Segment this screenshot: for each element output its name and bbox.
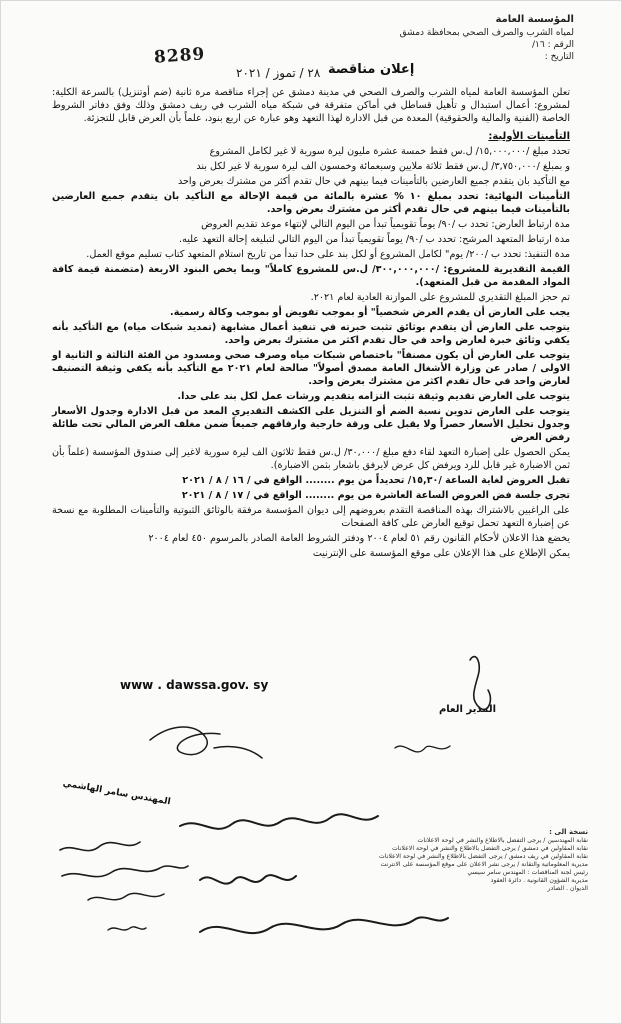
- org-full-name: لمياه الشرب والصرف الصحي بمحافظة دمشق: [399, 28, 574, 38]
- handwritten-mark-left: [108, 927, 146, 930]
- bidder-commitment-item: مدة ارتباط العارض: تحدد ب /٩٠/ يوماً تقويمياً تبدأ من اليوم التالي لإنتهاء موعد تقديم العروض: [201, 219, 570, 230]
- classification-item: يتوجب على العارض أن يكون مصنفاً" باختصاص شبكات مياه وصرف صحي ومسدود من الفئة الثالثة و الثانية او الاولى / صادر عن وزارة الأشغال العامة مصدق أصولاً" صالحة لعام ٢٠٢١ مع التأكيد بأنه يكفي وثيقة التصنيف لعارض واحد في حال تقدم اكثر من مشترك بعرض واحد.: [52, 350, 570, 387]
- estimated-value-item: القيمة التقديرية للمشروع: /٣٠٠,٠٠٠,٠٠٠/ ل.س للمشروع كاملاً" وبما يخص البنود الاربعة (متضمنة قيمة كافة المواد المقدمة من قبل المتعهد).: [52, 264, 570, 288]
- contractor-commitment-item: مدة ارتباط المتعهد المرشح: تحدد ب /٩٠/ يوماً تقويمياً تبدأ من اليوم التالي لتبليغه إحالة التعهد عليه.: [179, 234, 570, 245]
- copy-recipient: مديرية الشؤون القانونية . دائرة العقود: [490, 877, 588, 884]
- handwritten-signature-bottom: [200, 917, 448, 933]
- initial-item: مع التأكيد بان يتقدم جميع العارضين بالتأمينات فيما بينهم في حال تقدم أكثر من مشترك بعرض واحد: [177, 176, 570, 187]
- handwritten-number: [200, 875, 296, 884]
- opening-session-item: تجرى جلسة فض العروض الساعة العاشرة من يوم ........ الواقع في / ١٧ / ٨ / ٢٠٢١: [181, 490, 570, 501]
- website-note: يمكن الإطلاع على هذا الإعلان على موقع المؤسسة على الإنترنيت: [312, 548, 570, 559]
- submission-deadline-item: تقبل العروض لغاية الساعة /١٥,٣٠/ تحديداً من يوم ........ الواقع في / ١٦ / ٨ / ٢٠٢١: [182, 475, 570, 486]
- copy-recipient: مديرية المعلوماتية والتقانة / يرجى نشر الاعلان على موقع المؤسسة على الانترنت: [380, 861, 588, 868]
- budget-item: تم حجز المبلغ التقديري للمشروع على الموازنة العادية لعام ٢٠٢١.: [310, 292, 570, 303]
- org-name: المؤسسة العامة: [495, 14, 574, 25]
- copy-recipient: الديوان . الصادر: [547, 885, 588, 892]
- initial-item: و بمبلغ /٣,٧٥٠,٠٠٠/ ل.س فقط ثلاثة ملايين وسبعمائة وخمسون الف ليرة سورية لا غير لكل بند: [196, 161, 570, 172]
- personal-submission-item: يجب على العارض أن يقدم العرض شخصياً" أو بموجب تفويض أو بموجب وكالة رسمية.: [170, 307, 570, 318]
- document-number: 8289: [153, 44, 206, 68]
- reference-value: ١٦/: [532, 40, 545, 50]
- signatory-title: المدير العام: [438, 704, 496, 715]
- workshop-item: يتوجب على العارض تقديم وثيقة تثبت التزامه بتقديم ورشات عمل لكل بند على حدا.: [177, 391, 570, 402]
- date-label: التاريخ :: [544, 52, 574, 62]
- copy-recipient: نقابة المهندسين / يرجى التفضل بالاطلاع والنشر في لوحة الاعلانات: [417, 837, 588, 844]
- reference-label: الرقم :: [547, 40, 574, 50]
- signature-mark-general-manager: [150, 727, 262, 758]
- final-insurance-item: التأمينات النهائية: تحدد بمبلغ ١٠ % عشرة بالمائة من قيمة الإحالة مع التأكيد بان يتقدم جميع العارضين بالتأمينات فيما بينهم في حال تقدم أكثر من مشترك بعرض واحد.: [52, 191, 570, 215]
- signature-mark-top: [470, 657, 490, 710]
- reference-line: [532, 40, 574, 50]
- copy-recipient: رئيس لجنة المناقصات : المهندس سامر سيسي: [467, 869, 588, 876]
- copy-recipient: نقابة المقاولين في دمشق / يرجى التفضل بالاطلاع والنشر في لوحة الاعلانات: [391, 845, 588, 852]
- submission-instructions: على الراغبين بالاشتراك بهذه المناقصة التقدم بعروضهم إلى ديوان المؤسسة مرفقة بالوثائق الثبوتية والتأمينات المطلوبة مع نسخة عن إضبارة التعهد تحمل توقيع العارض على كافة الصفحات: [52, 505, 570, 529]
- signature-squiggle: [395, 746, 450, 752]
- signatory-name: المهندس سامر الهاشمي: [61, 778, 172, 808]
- experience-item: يتوجب على العارض أن يتقدم بوثائق تثبت خبرته في تنفيذ أعمال مشابهة (تمديد شبكات مياه) مع التأكيد بأنه يكفي وثائق خبرة لعارض واحد في حال تقدم اكثر من مشترك بعرض واحد.: [52, 322, 570, 346]
- handwritten-line-3: [62, 866, 188, 877]
- handwritten-line-1: [180, 814, 378, 829]
- pricing-item: يتوجب على العارض تدوين نسبة الضم أو التنزيل على الكشف التقديري المعد من قبل الادارة وجدول الأسعار وجدول تحليل الأسعار حصراً ولا يقبل على ورقة خارجية وارفاقهم جميعاً ضمن مغلف العرض المالي تحت طائلة رفض العرض: [52, 406, 570, 443]
- copies-heading: نسخة الى :: [549, 828, 588, 836]
- copies-list: [366, 828, 588, 893]
- dossier-item: يمكن الحصول على إضبارة التعهد لقاء دفع مبلغ /٣٠,٠٠٠/ ل.س فقط ثلاثون الف ليرة سورية لاغير إلى صندوق المؤسسة (علماً بأن ثمن الاضبارة غير قابل للرد ويرفض كل عرض لايرفق باشعار بثمن الاضبارة).: [52, 447, 570, 471]
- initial-item: تحدد مبلغ /١٥,٠٠٠,٠٠٠/ ل.س فقط خمسة عشرة مليون ليرة سورية لا غير لكامل المشروع: [209, 146, 570, 157]
- legal-reference: يخضع هذا الاعلان لأحكام القانون رقم ٥١ لعام ٢٠٠٤ ودفتر الشروط العامة الصادر بالمرسوم ٤٥٠ لعام ٢٠٠٤: [148, 533, 570, 544]
- initial-insurance-heading: التأمينات الأولية:: [488, 131, 570, 142]
- website-url: www . dawssa.gov. sy: [120, 678, 269, 692]
- copy-recipient: نقابة المقاولين في ريف دمشق / يرجى التفضل بالاطلاع والنشر في لوحة الاعلانات: [378, 853, 588, 860]
- handwritten-date: ٢٨ / تموز / ٢٠٢١: [236, 66, 321, 80]
- handwritten-line-4: [88, 893, 164, 900]
- announcement-title: إعلان مناقصة: [328, 62, 415, 77]
- announcement-body: [52, 86, 570, 562]
- handwritten-line-2: [60, 842, 140, 851]
- execution-period-item: مدة التنفيذ: تحدد ب /٢٠٠/ يوم" لكامل المشروع أو لكل بند على حدا تبدأ من تاريخ استلام المتعهد كتاب تسليم موقع العمل.: [86, 249, 570, 260]
- intro-paragraph: تعلن المؤسسة العامة لمياه الشرب والصرف الصحي في مدينة دمشق عن إجراء مناقصة مرة ثانية (ضم أوتنزيل) بالسرعة الكلية: لمشروع: أعمال استبدال و تأهيل قساطل في أماكن متفرقة في شبكة مياه الشرب في ريف دمشق وذلك وفق دفاتر الشروط الخاصة (الفنية والمالية والحقوقية) المعدة من قبل الادارة لهذا التعهد وهو عبارة عن اربع بنود، علماً بأن العرض قابل للتجزئة.: [52, 87, 570, 124]
